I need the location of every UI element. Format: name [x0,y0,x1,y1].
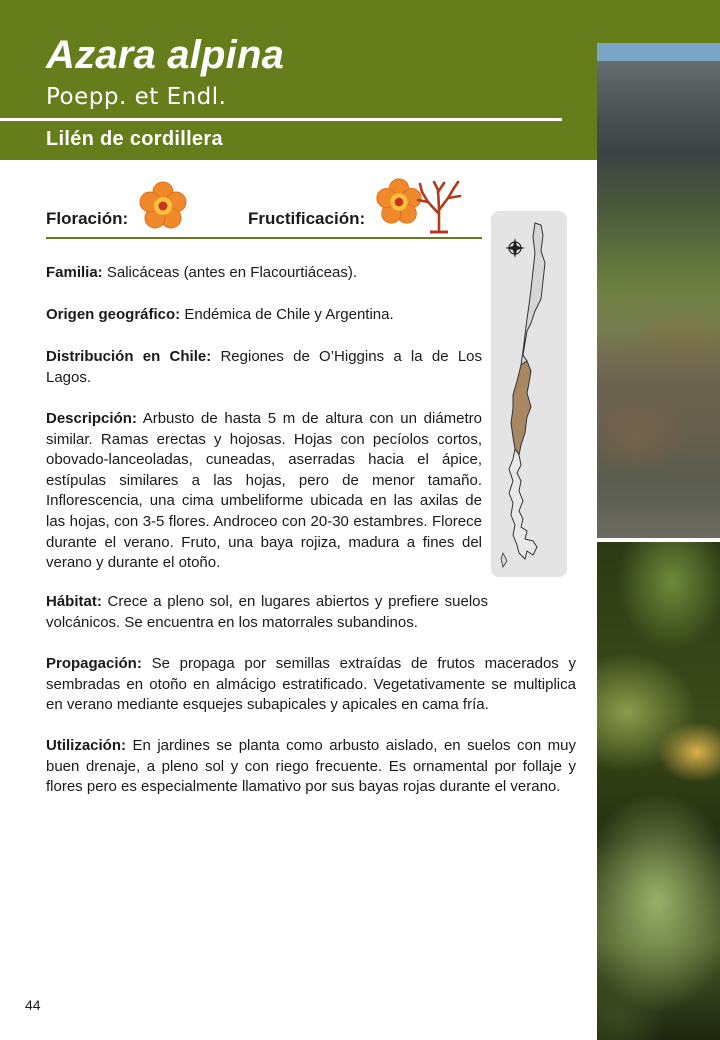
paragraph-origen [46,305,482,326]
common-name: Lilén de cordillera [46,128,223,150]
section-label: Distribución en Chile: [46,348,212,365]
habitat-photo [597,43,720,538]
tree-icon [414,178,464,234]
fruiting-label: Fructificación: [248,209,366,228]
species-title: Azara alpina [46,33,285,77]
page-number: 44 [25,997,41,1013]
section-text: Crece a pleno sol, en lugares abiertos y prefiere suelos volcánicos. Se encuentra en los matorrales subandinos. [46,593,488,631]
section-label: Propagación: [46,655,142,672]
paragraph-familia [46,263,482,284]
paragraph-habitat [46,592,488,633]
header-divider [0,118,562,121]
section-text: En jardines se planta como arbusto aislado, en suelos con muy buen drenaje, a pleno sol y con riego frecuente. Es ornamental por follaje y flores pero es especialmente llamativo por sus bayas rojas durante el verano. [46,737,576,796]
section-text: Endémica de Chile y Argentina. [184,306,394,323]
distribution-map [491,211,567,577]
paragraph-propagacion [46,654,576,716]
phenology-divider [46,237,482,239]
flowering-label: Floración: [46,209,129,228]
section-text: Regiones de O’Higgins a la de Los Lagos. [46,348,482,386]
chile-distribution-map-icon [491,211,567,577]
leaves-photo [597,542,720,1040]
paragraph-descripcion [46,409,482,574]
section-label: Familia: [46,264,103,281]
section-label: Hábitat: [46,593,102,610]
section-text: Salicáceas (antes en Flacourtiáceas). [106,264,357,281]
paragraph-utilizacion [46,736,576,798]
paragraph-distribucion [46,347,482,388]
section-label: Descripción: [46,410,137,427]
section-text: Arbusto de hasta 5 m de altura con un diámetro similar. Ramas erectas y hojosas. Hojas con pecíolos cortos, obovado-lanceoladas, cuneadas, aserradas hacia el ápice, estípulas similares a las hojas, pero de menor tamaño. Inflorescencia, una cima umbeliforme ubicada en las axilas de las hojas, con 3-5 flores. Androceo con 20-30 estambres. Florece durante el verano. Fruto, una baya rojiza, madura a fines del verano y durante el otoño. [46,410,482,572]
section-label: Utilización: [46,737,127,754]
section-text: Se propaga por semillas extraídas de frutos macerados y sembradas en otoño en almácigo estratificado. Vegetativamente se multiplica en verano mediante esquejes subapicales y apicales en cama fría. [46,655,576,714]
flower-icon [137,180,189,232]
species-author: Poepp. et Endl. [46,84,227,110]
section-label: Origen geográfico: [46,306,181,323]
